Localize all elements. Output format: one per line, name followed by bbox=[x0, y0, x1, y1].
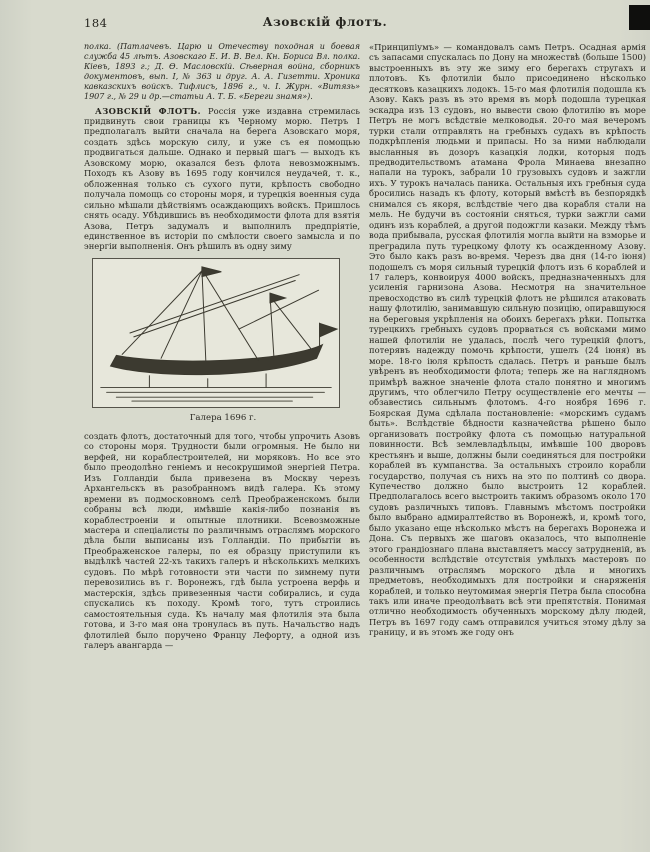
running-title: Азовскій флотъ. bbox=[262, 15, 388, 29]
right-column bbox=[369, 42, 646, 848]
galley-figure bbox=[92, 258, 354, 423]
left-column bbox=[84, 42, 360, 848]
galley-engraving-frame bbox=[92, 258, 340, 408]
article-title: АЗОВСКІЙ ФЛОТЪ. bbox=[95, 105, 209, 116]
article-text-3: «Принципіумъ» — командовалъ самъ Петръ. Осадная армія съ запасами спускалась по Дону на множествѣ (больше 1500) выстроенныхъ въ эту же зиму его берегахъ стругахъ и плотовъ. Къ флотиліи было присоединено нѣсколько десятковъ казацкихъ лодокъ. 15-го мая флотилія подошла къ Азову. Какъ разъ въ это время въ морѣ подошла турецкая эскадра изъ 13 судовъ, но вывести свою флотилію въ море Петръ не могъ всѣдствіе мелководья. 20-го мая вечеромъ турки стали отправлять на гребныхъ судахъ въ крѣпость подкрѣпленія людьми и припасы. Но за ними наблюдали высланныя въ дозоръ казацкія лодки, которыя подъ предводительствомъ атамана Фрола Минаева внезапно напали на турокъ, забрали 10 грузовыхъ судовъ и зажгли ихъ. У турокъ началась паника. Остальныя ихъ гребныя суда бросились назадъ къ флоту, который вмѣстѣ въ безпорядкѣ снимался съ якоря, вслѣдствіе чего два корабля стали на мель. Не будучи въ состояніи сняться, турки зажгли сами одинъ изъ кораблей, а другой подожгли казаки. Между тѣмъ вода прибывала, русская флотилія могла выйти на взморье и преградила путь турецкому флоту къ осажденному Азову. Это было какъ разъ во-время. Черезъ два дня (14-го іюня) подошелъ съ моря сильный турецкій флотъ изъ 6 кораблей и 17 галеръ, конвоируя 4000 войскъ, предназначенныхъ для усиленія гарнизона Азова. Несмотря на значительное превосходство въ силѣ турецкій флотъ не рѣшился атаковать нашу флотилію, занимавшую сильную позицію, опиравшуюся на береговыя укрѣпленія на обоихъ берегахъ рѣки. Попытка турецкихъ гребныхъ судовъ прорваться съ войсками мимо нашей флотиліи не удалась, послѣ чего турецкій флотъ, потерявъ надежду помочь крѣпости, ушелъ (24 іюня) въ море. 18-го іюля крѣпость сдалась. Петръ и раньше былъ увѣренъ въ необходимости флота; теперь же на наглядномъ примѣрѣ важное значеніе флота стало понятно и многимъ другимъ, что облегчило Петру осуществленіе его мечты — обзавестись сильнымъ флотомъ. 4-го ноября 1696 г. Боярская Дума сдѣлала постановленіе: «морскимъ судамъ быть». Вслѣдствіе бѣдности казначейства рѣшено было организовать постройку флота съ помощью натуральной повинности. Всѣ землевладѣльцы, имѣвшіе 100 дворовъ крестьянъ и выше, должны были соединяться для постройки кораблей въ кумпанства. За остальныхъ строило корабли государство, получая съ нихъ на это по полтинѣ со двора. Купечество должно было выстроить 12 кораблей. Предполагалось всего выстроить такимъ образомъ около 170 судовъ различныхъ типовъ. Главнымъ мѣстомъ постройки было выбрано адмиралтейство въ Воронежѣ, и, кромѣ того, было указано еще нѣсколько мѣстъ на берегахъ Воронежа и Дона. Съ первыхъ же шаговъ оказалось, что выполненіе этого грандіознаго плана выставляетъ массу затрудненій, въ особенности вслѣдствіе отсутствія умѣлыхъ мастеровъ по различнымъ отраслямъ морского дѣла и многихъ предметовъ, необходимыхъ для постройки и снаряженія кораблей, и только неутомимая энергія Петра была способна такъ или иначе преодолѣвать всѣ эти препятствія. Понимая отлично необходимость обученныхъ морскому дѣлу людей, Петръ въ 1697 году самъ отправился учиться этому дѣлу за границу, и въ этомъ же году онъ bbox=[369, 42, 646, 638]
article-lead-paragraph bbox=[84, 106, 360, 252]
text-columns bbox=[84, 42, 646, 848]
figure-caption: Галера 1696 г. bbox=[189, 412, 257, 423]
galley-engraving bbox=[93, 259, 339, 407]
page-number: 184 bbox=[84, 16, 108, 30]
article-text-1: Россія уже издавна стремилась придвинуть свои границы къ Черному морю. Петръ I предполагалъ выйти сначала на берега Азовскаго моря, создать здѣсь морскую силу, и уже съ ея помощью продвигаться дальше. Однако и первый шагъ — выходъ къ Азовскому морю, оказался безъ флота невозможнымъ. Походъ къ Азову въ 1695 году кончился неудачей, т. к., обложенная только съ сухого пути, крѣпость свободно получала помощь со стороны моря, и турецкія военныя суда сильно мѣшали дѣйствіямъ осаждающихъ войскъ. Пришлось снять осаду. Убѣдившись въ необходимости флота для взятія Азова, Петръ задумалъ и выполнилъ предпріятіе, единственное въ исторіи по смѣлости своего замысла и по энергіи выполненія. Онъ рѣшилъ въ одну зиму bbox=[84, 105, 360, 252]
bibliography-paragraph: полка. (Патлачевъ. Царю и Отечеству походная и боевая служба 45 лѣтъ. Азовскаго Е. И. В. Вел. Кн. Бориса Вл. полка. Кіевъ, 1893 г.; Д. Ѳ. Масловскій. Сѣверная война, сборникъ документовъ, вып. I, № 363 и друг. А. А. Гизетти. Хроника кавказскихъ войскъ. Тифлисъ, 1896 г., ч. I. Журн. «Витязь» 1907 г., № 29 и др.—статьи А. Т. Б. «Береги знамя»). bbox=[84, 42, 360, 102]
article-text-2: создать флотъ, достаточный для того, чтобы упрочить Азовъ со стороны моря. Трудности были огромныя. Не было ни верфей, ни кораблестроителей, ни моряковъ. Но все это было преодолѣно геніемъ и несокрушимой энергіей Петра. Изъ Голландіи была привезена въ Москву черезъ Архангельскъ въ разобранномъ видѣ галера. Къ этому времени въ подмосковномъ селѣ Преображенскомъ были собраны всѣ люди, имѣвшіе какія-либо познанія въ кораблестроеніи и опытные плотники. Всевозможные мастера и спеціалисты по различнымъ отраслямъ морского дѣла были выписаны изъ Голландіи. По прибытіи въ Преображенское галеры, по ея образцу приступили къ выдѣлкѣ частей 22-хъ такихъ галеръ и нѣсколькихъ мелкихъ судовъ. По мѣрѣ готовности эти части по зимнему пути перевозились въ г. Воронежъ, гдѣ была устроена верфь и мастерскія, здѣсь привезенныя части собирались, и суда спускались къ походу. Кромѣ того, тутъ строились самостоятельныя суда. Къ началу мая флотилія эта была готова, и 3-го мая она тронулась въ путь. Начальство надъ флотиліей было поручено Францу Лефорту, а одной изъ галеръ авангарда — bbox=[84, 430, 360, 650]
